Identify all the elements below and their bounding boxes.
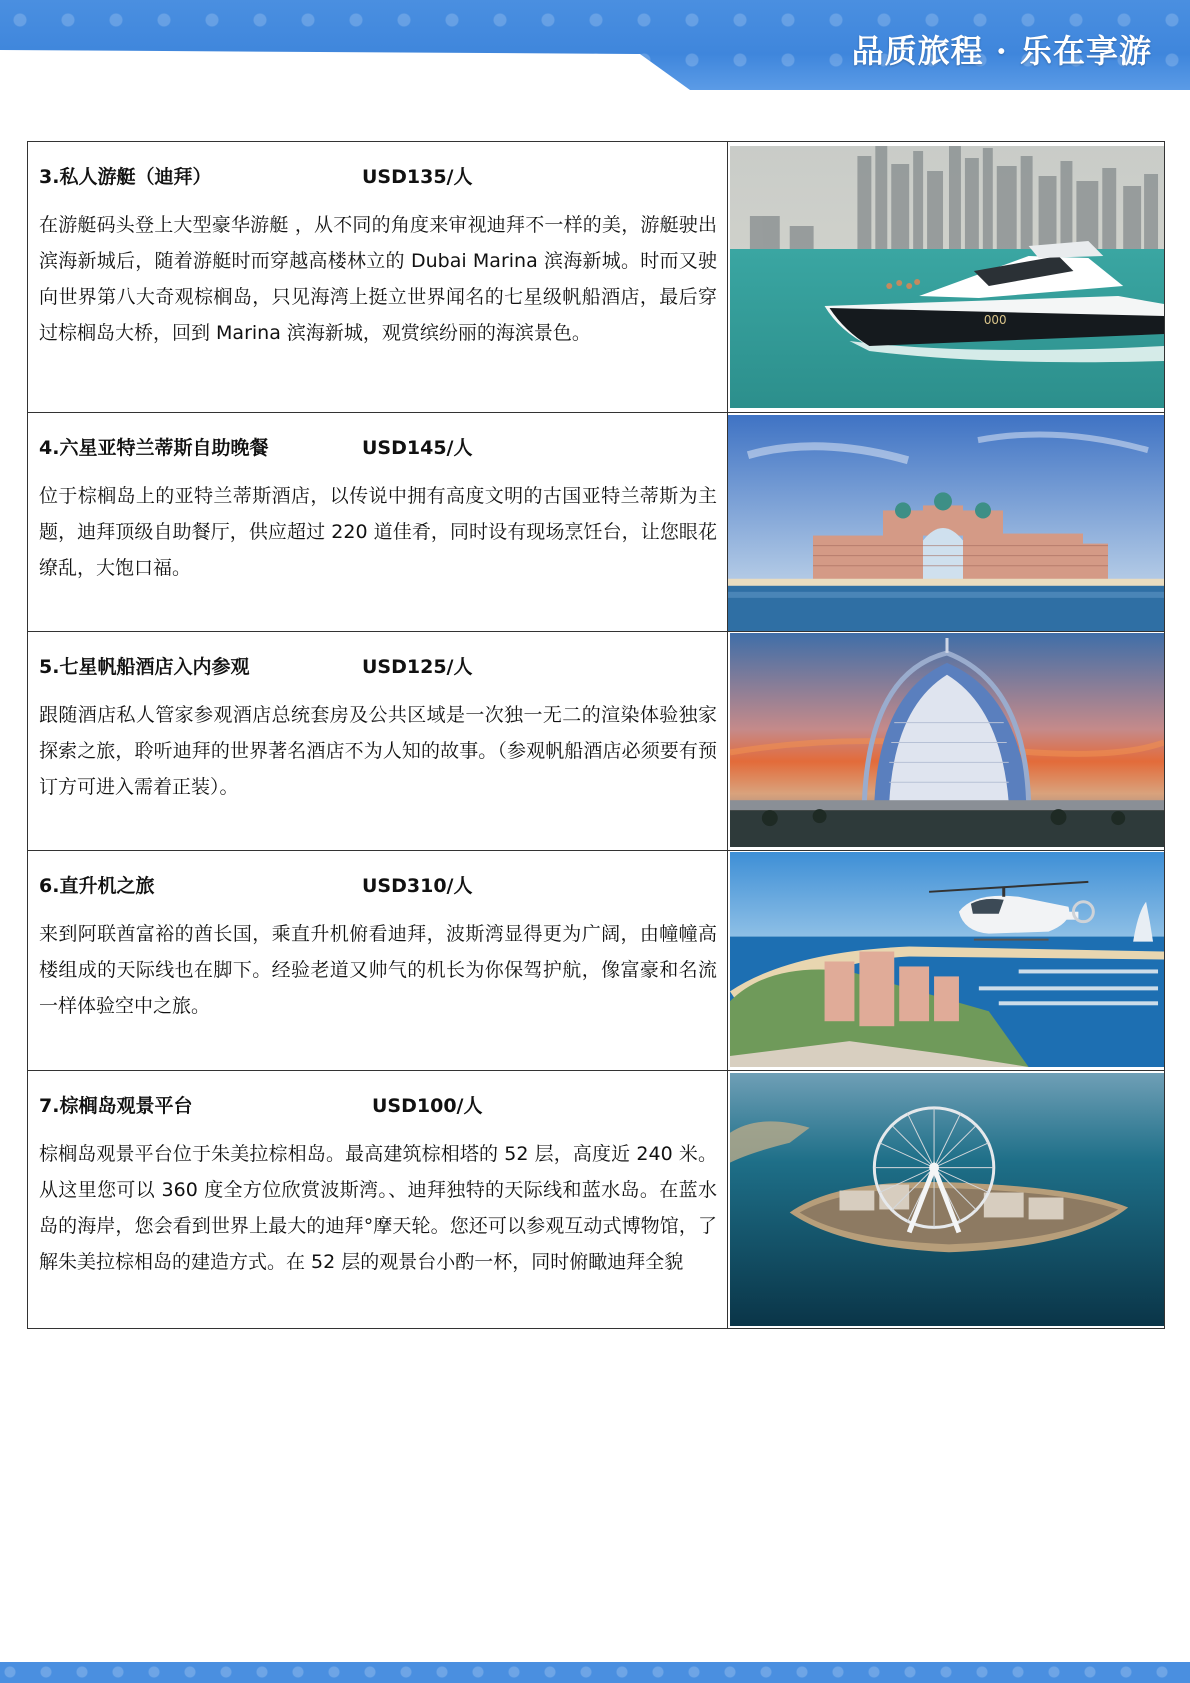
item-description: 在游艇码头登上大型豪华游艇 ，从不同的角度来审视迪拜不一样的美，游艇驶出滨海新城后，随着游艇时而穿越高楼林立的 Dubai Marina 滨海新城。时而又驶向世界第八大奇观棕榈岛，只见海湾上挺立世界闻名的七星级帆船酒店，最后穿过棕榈岛大桥，回到 Marina 滨海新城，观赏缤纷丽的海滨景色。: [39, 214, 717, 344]
header-white-swoosh: [0, 50, 690, 110]
item-text-cell: [28, 142, 728, 412]
item-image-cell: [728, 851, 1164, 1070]
item-title: 3.私人游艇（迪拜）: [39, 166, 212, 188]
item-text-cell: [28, 851, 728, 1070]
yacht-photo: [730, 146, 1164, 408]
item-image-cell: [728, 413, 1164, 631]
item-text-cell: [28, 632, 728, 850]
helicopter-photo: [730, 852, 1164, 1067]
item-title: 6.直升机之旅: [39, 875, 155, 897]
item-image-cell: [728, 142, 1164, 412]
excursion-table: [27, 141, 1165, 1329]
svg-text:000: 000: [983, 312, 1007, 328]
item-heading: [39, 433, 717, 460]
header-title: 品质旅程 · 乐在享游: [851, 32, 1152, 70]
item-heading: [39, 652, 717, 679]
table-row: [28, 631, 1164, 850]
item-price: USD310/人: [362, 875, 473, 897]
item-price: USD100/人: [372, 1095, 483, 1117]
item-text-cell: [28, 413, 728, 631]
item-title: 7.棕榈岛观景平台: [39, 1095, 193, 1117]
item-heading: [39, 162, 717, 189]
item-title: 5.七星帆船酒店入内参观: [39, 656, 250, 678]
item-description: 来到阿联酋富裕的酋长国，乘直升机俯看迪拜，波斯湾显得更为广阔，由幢幢高楼组成的天际线也在脚下。经验老道又帅气的机长为你保驾护航，像富豪和名流一样体验空中之旅。: [39, 923, 717, 1017]
header-banner: [0, 0, 1190, 90]
table-row: [28, 412, 1164, 631]
item-description: 棕榈岛观景平台位于朱美拉棕相岛。最高建筑棕相塔的 52 层，高度近 240 米。从这里您可以 360 度全方位欣赏波斯湾。、迪拜独特的天际线和蓝水岛。在蓝水岛的海岸，您会看到世界上最大的迪拜°摩天轮。您还可以参观互动式博物馆，了解朱美拉棕相岛的建造方式。在 52 层的观景台小酌一杯，同时俯瞰迪拜全貌: [39, 1143, 717, 1273]
table-row: [28, 142, 1164, 412]
item-description: 位于棕榈岛上的亚特兰蒂斯酒店，以传说中拥有高度文明的古国亚特兰蒂斯为主题，迪拜顶级自助餐厅，供应超过 220 道佳肴，同时设有现场烹饪台，让您眼花缭乱，大饱口福。: [39, 485, 717, 579]
item-price: USD145/人: [362, 437, 473, 459]
item-description: 跟随酒店私人管家参观酒店总统套房及公共区域是一次独一无二的渲染体验独家探索之旅，聆听迪拜的世界著名酒店不为人知的故事。（参观帆船酒店必须要有预订方可进入需着正装）。: [39, 704, 717, 798]
table-row: [28, 1070, 1164, 1328]
item-heading: [39, 871, 717, 898]
item-heading: [39, 1091, 717, 1118]
item-title: 4.六星亚特兰蒂斯自助晚餐: [39, 437, 269, 459]
item-image-cell: [728, 1071, 1164, 1328]
ain-dubai-photo: [730, 1073, 1164, 1326]
item-text-cell: [28, 1071, 728, 1328]
item-image-cell: [728, 632, 1164, 850]
footer-band: [0, 1662, 1190, 1683]
item-price: USD125/人: [362, 656, 473, 678]
atlantis-hotel-photo: [728, 415, 1164, 631]
table-row: [28, 850, 1164, 1070]
burj-al-arab-photo: [730, 633, 1164, 847]
item-price: USD135/人: [362, 166, 473, 188]
